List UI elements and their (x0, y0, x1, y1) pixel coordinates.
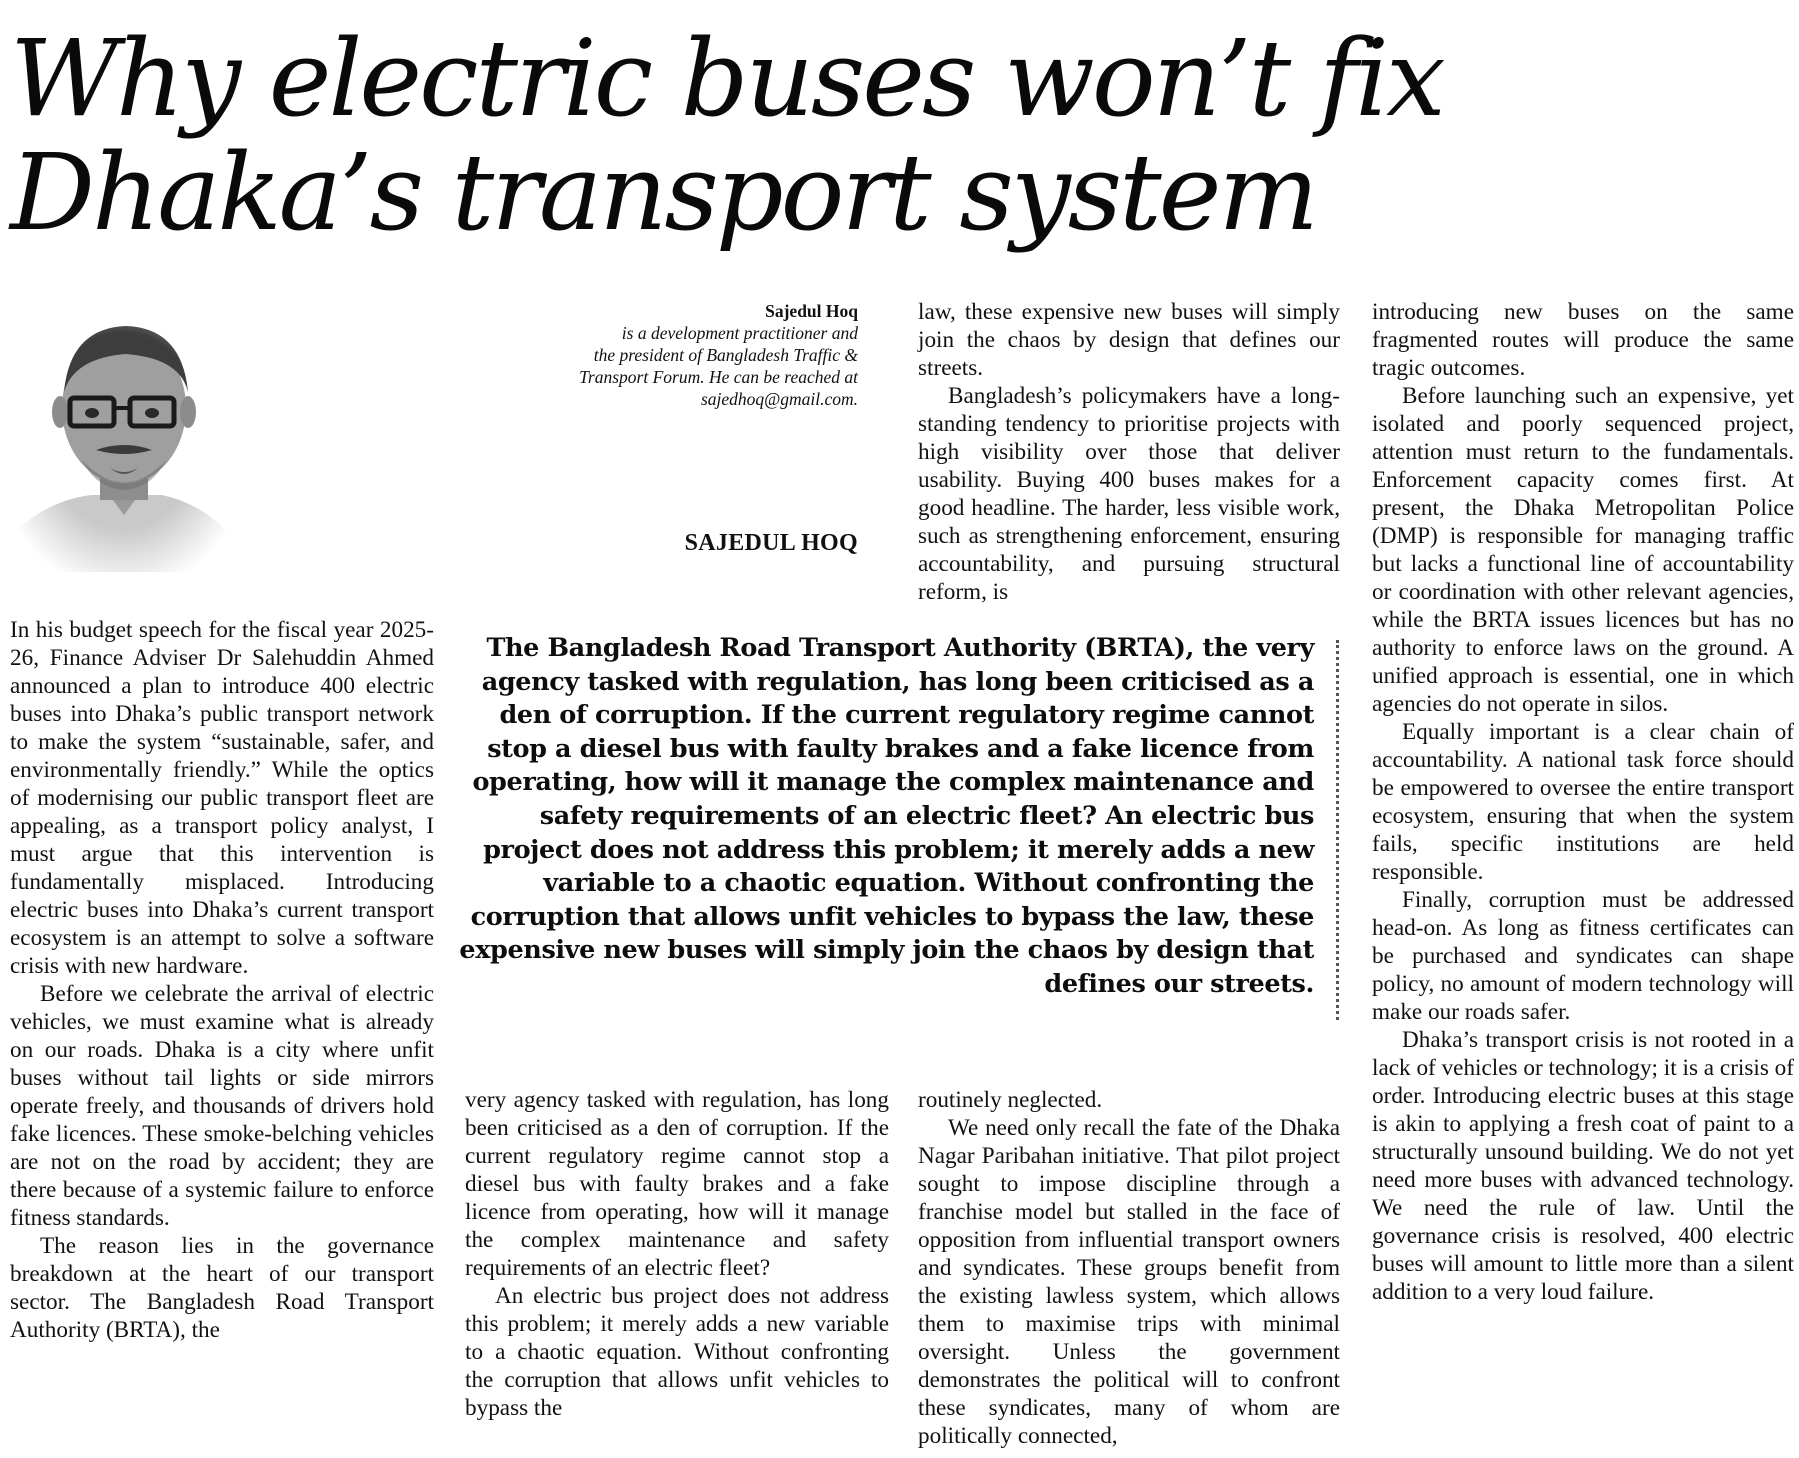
headline-line-1: Why electric buses won’t fix (10, 17, 1443, 140)
article-headline (10, 17, 1710, 254)
body-paragraph: Finally, corruption must be addressed head-on. As long as fitness certificates can be purchased and syndicates can shape policy, no amount of modern technology will make our roads safer. (1372, 887, 1794, 1025)
body-paragraph: Before launching such an expensive, yet isolated and poorly sequenced project, attention must return to the fundamentals. Enforcement capacity comes first. At present, the Dhaka Metropolitan Police (DMP) is responsible for managing traffic but lacks a functional line of accountability or coordination with other relevant agencies, while the BRTA issues licences but has no authority to enforce laws on the ground. A unified approach is essential, one in which agencies do not operate in silos. (1372, 383, 1794, 717)
author-photo (12, 300, 234, 572)
article-column-4 (1372, 298, 1794, 1306)
body-paragraph: In his budget speech for the fiscal year 2025-26, Finance Adviser Dr Salehuddin Ahmed announced a plan to introduce 400 electric buses into Dhaka’s public transport network to make the system “sustainable, safer, and environmentally friendly.” While the optics of modernising our public transport fleet are appealing, as a transport policy analyst, I must argue that this intervention is fundamentally misplaced. Introducing electric buses into Dhaka’s current transport ecosystem is an attempt to solve a software crisis with new hardware. (10, 617, 434, 979)
pull-quote: The Bangladesh Road Transport Authority (BRTA), the very agency tasked with regulation, has long been criticised as a den of corruption. If the current regulatory regime cannot stop a diesel bus with faulty brakes and a fake licence from operating, how will it manage the complex maintenance and safety requirements of an electric fleet? An electric bus project does not address this problem; it merely adds a new variable to a chaotic equation. Without confronting the corruption that allows unfit vehicles to bypass the law, these expensive new buses will simply join the chaos by design that defines our streets. (459, 633, 1314, 999)
article-column-1 (10, 616, 434, 1344)
byline-bio-line: is a development practitioner and (621, 323, 858, 343)
body-paragraph: Dhaka’s transport crisis is not rooted in a lack of vehicles or technology; it is a crisis of order. Introducing electric buses at this stage is akin to applying a fresh coat of paint to a structurally unsound building. We do not yet need more buses with advanced technology. We need the rule of law. Until the governance crisis is resolved, 400 electric buses will amount to little more than a silent addition to a very loud failure. (1372, 1027, 1794, 1305)
byline-bio-line: sajedhoq@gmail.com. (700, 389, 858, 409)
body-paragraph: The reason lies in the governance breakdown at the heart of our transport sector. The Bangladesh Road Transport Authority (BRTA), the (10, 1233, 434, 1343)
body-paragraph: Before we celebrate the arrival of electric vehicles, we must examine what is already on our roads. Dhaka is a city where unfit buses without tail lights or side mirrors operate freely, and thousands of drivers hold fake licences. These smoke-belching vehicles are not on the road by accident; they are there because of a systemic failure to enforce fitness standards. (10, 981, 434, 1231)
headline-line-2: Dhaka’s transport system (10, 131, 1316, 254)
author-byline (420, 300, 858, 410)
body-paragraph: law, these expensive new buses will simply join the chaos by design that defines our streets. (918, 299, 1340, 381)
body-paragraph: We need only recall the fate of the Dhaka Nagar Paribahan initiative. That pilot project sought to impose discipline through a franchise model but stalled in the face of opposition from influential transport owners and syndicates. These groups benefit from the existing lawless system, which allows them to maximise trips with minimal oversight. Unless the government demonstrates the political will to confront these syndicates, many of whom are politically connected, (918, 1115, 1340, 1449)
article-column-3-top (918, 298, 1340, 606)
pull-quote-rule (1336, 640, 1343, 1020)
byline-author-name: Sajedul Hoq (765, 301, 858, 321)
body-paragraph: Bangladesh’s policymakers have a long-standing tendency to prioritise projects with high visibility over those that deliver usability. Buying 400 buses makes for a good headline. The harder, less visible work, such as strengthening enforcement, ensuring accountability, and pursuing structural reform, is (918, 383, 1340, 605)
byline-bio-line: Transport Forum. He can be reached at (579, 367, 858, 387)
author-photo-caption: SAJEDUL HOQ (684, 530, 858, 556)
body-paragraph: introducing new buses on the same fragmented routes will produce the same tragic outcomes. (1372, 299, 1794, 381)
body-paragraph: routinely neglected. (918, 1087, 1103, 1113)
article-column-3-bottom (918, 1086, 1340, 1450)
body-paragraph: An electric bus project does not address this problem; it merely adds a new variable to a chaotic equation. Without confronting the corruption that allows unfit vehicles to bypass the (465, 1283, 889, 1421)
body-paragraph: very agency tasked with regulation, has long been criticised as a den of corruption. If the current regulatory regime cannot stop a diesel bus with faulty brakes and a fake licence from operating, how will it manage the complex maintenance and safety requirements of an electric fleet? (465, 1087, 889, 1281)
body-paragraph: Equally important is a clear chain of accountability. A national task force should be empowered to oversee the entire transport ecosystem, ensuring that when the system fails, specific institutions are held responsible. (1372, 719, 1794, 885)
article-column-2 (465, 1086, 889, 1422)
byline-bio-line: the president of Bangladesh Traffic & (593, 345, 858, 365)
